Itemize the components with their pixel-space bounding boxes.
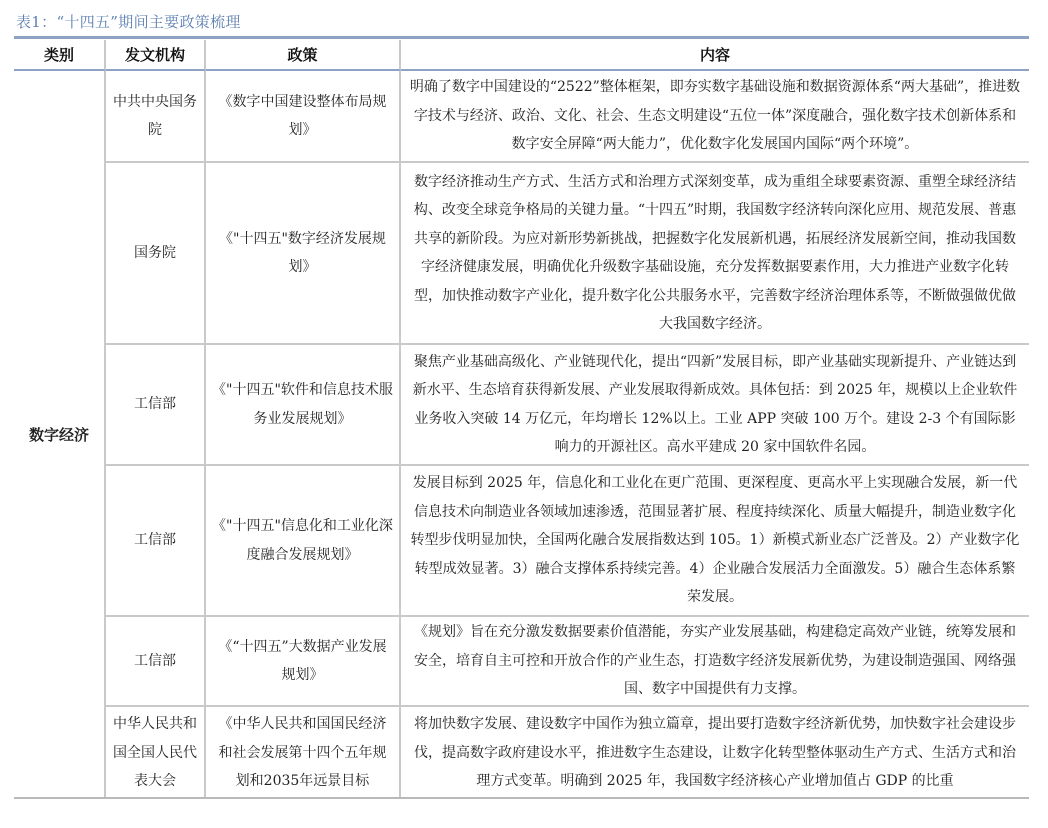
issuer-cell: 工信部 [106,466,206,617]
category-cell: 数字经济 [14,71,106,798]
issuer-cell: 国务院 [106,163,206,345]
issuer-cell: 工信部 [106,617,206,707]
table-row [14,345,1029,466]
table-row [14,617,1029,707]
policy-cell: 《"十四五"数字经济发展规划》 [206,163,401,345]
issuer-cell: 中华人民共和国全国人民代表大会 [106,707,206,798]
issuer-cell: 工信部 [106,345,206,466]
policy-cell: 《中华人民共和国国民经济和社会发展第十四个五年规划和2035年远景目标 [206,707,401,798]
issuer-cell: 中共中央国务院 [106,71,206,163]
content-cell: 明确了数字中国建设的“2522”整体框架，即夯实数字基础设施和数据资源体系“两大基础”，推进数字技术与经济、政治、文化、社会、生态文明建设“五位一体”深度融合，强化数字技术创新体系和数字安全屏障“两大能力”，优化数字化发展国内国际“两个环境”。 [401,71,1029,163]
table-bottom-rule [14,797,1029,799]
table-row [14,707,1029,798]
policy-table [14,40,1029,798]
content-cell: 数字经济推动生产方式、生活方式和治理方式深刻变革，成为重组全球要素资源、重塑全球经济结构、改变全球竞争格局的关键力量。“十四五”时期，我国数字经济转向深化应用、规范发展、普惠共享的新阶段。为应对新形势新挑战，把握数字化发展新机遇，拓展经济发展新空间，推动我国数字经济健康发展，明确优化升级数字基础设施，充分发挥数据要素作用，大力推进产业数字化转型，加快推动数字产业化，提升数字化公共服务水平，完善数字经济治理体系等，不断做强做优做大我国数字经济。 [401,163,1029,345]
policy-cell: 《“十四五”大数据产业发展规划》 [206,617,401,707]
policy-table-viewport [14,40,1029,798]
table-top-rule [14,36,1029,39]
header-row [14,40,1029,71]
table-row [14,163,1029,345]
policy-cell: 《"十四五"软件和信息技术服务业发展规划》 [206,345,401,466]
content-cell: 《规划》旨在充分激发数据要素价值潜能，夯实产业发展基础，构建稳定高效产业链，统筹发展和安全，培育自主可控和开放合作的产业生态，打造数字经济发展新优势，为建设制造强国、网络强国、数字中国提供有力支撑。 [401,617,1029,707]
header-content: 内容 [401,40,1029,71]
header-issuer: 发文机构 [106,40,206,71]
policy-cell: 《"十四五"信息化和工业化深度融合发展规划》 [206,466,401,617]
content-cell: 发展目标到 2025 年，信息化和工业化在更广范围、更深程度、更高水平上实现融合发展，新一代信息技术向制造业各领域加速渗透，范围显著扩展、程度持续深化、质量大幅提升，制造业数字化转型步伐明显加快，全国两化融合发展指数达到 105。1）新模式新业态广泛普及。2）产业数字化转型成效显著。3）融合支撑体系持续完善。4）企业融合发展活力全面激发。5）融合生态体系繁荣发展。 [401,466,1029,617]
table-row [14,466,1029,617]
table-caption: 表1：“十四五”期间主要政策梳理 [16,13,241,31]
header-category: 类别 [14,40,106,71]
policy-cell: 《数字中国建设整体布局规划》 [206,71,401,163]
header-policy: 政策 [206,40,401,71]
table-row [14,71,1029,163]
content-cell: 聚焦产业基础高级化、产业链现代化，提出“四新”发展目标，即产业基础实现新提升、产业链达到新水平、生态培育获得新发展、产业发展取得新成效。具体包括：到 2025 年，规模以上企业软件业务收入突破 14 万亿元，年均增长 12%以上。工业 APP 突破 100 万个。建设 2-3 个有国际影响力的开源社区。高水平建成 20 家中国软件名园。 [401,345,1029,466]
content-cell: 将加快数字发展、建设数字中国作为独立篇章，提出要打造数字经济新优势，加快数字社会建设步伐，提高数字政府建设水平，推进数字生态建设，让数字化转型整体驱动生产方式、生活方式和治理方式变革。明确到 2025 年，我国数字经济核心产业增加值占 GDP 的比重 [414,716,1016,790]
